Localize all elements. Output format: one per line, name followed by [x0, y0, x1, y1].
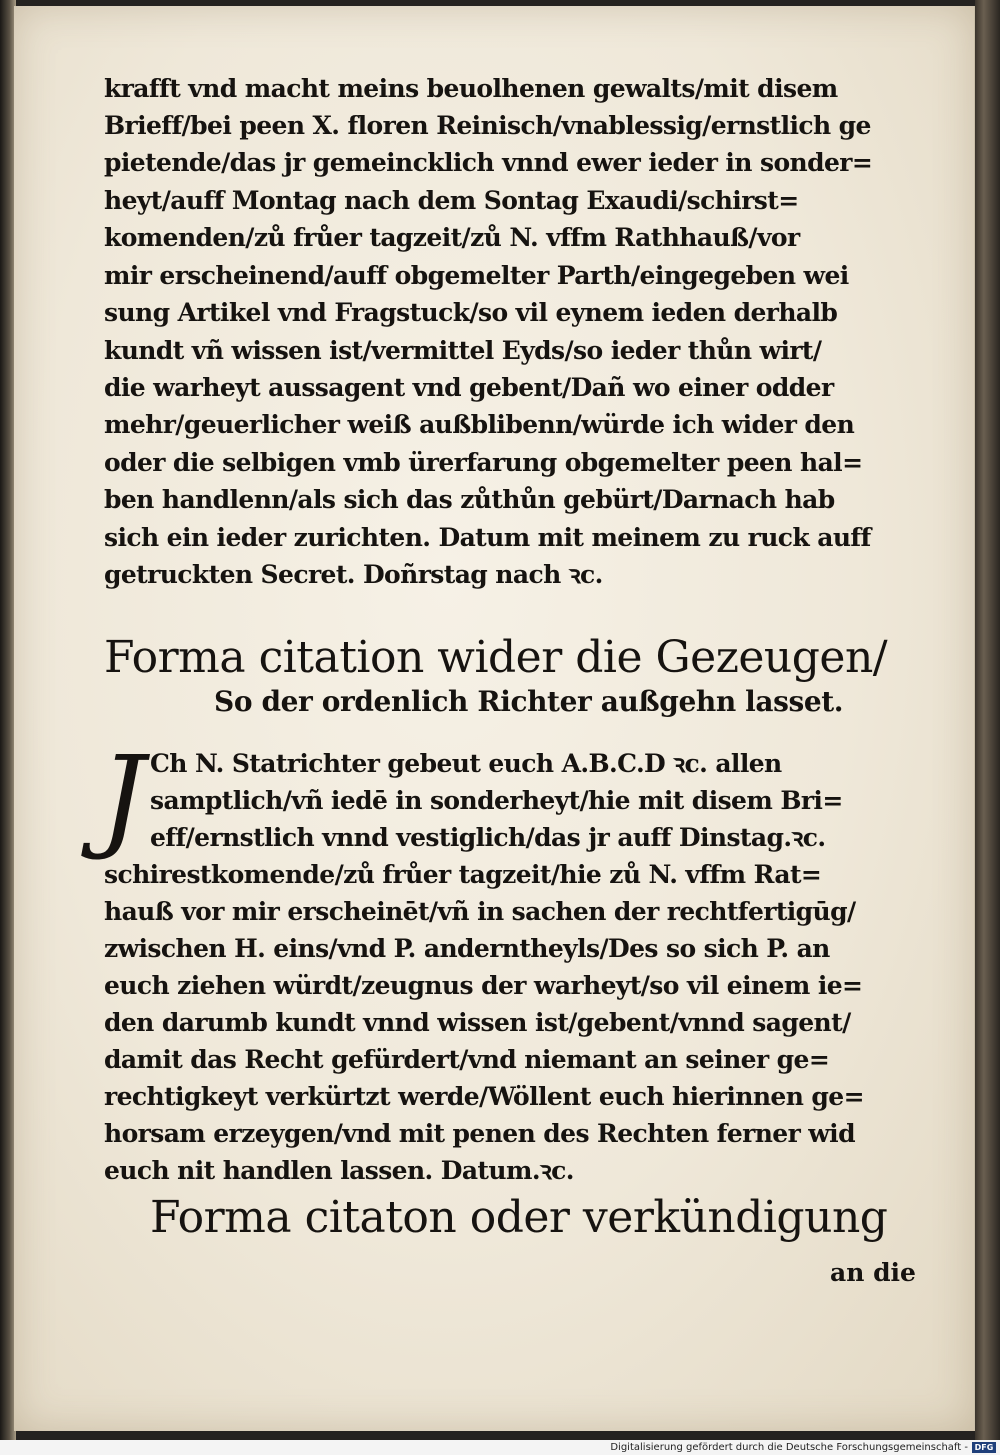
text-line: mehr/geuerlicher weiß außblibenn/würde ich wider den	[104, 410, 855, 439]
text-line: getruckten Secret. Doñrstag nach ꝛc.	[104, 560, 603, 589]
text-line: heyt/auff Montag nach dem Sontag Exaudi/schirst=	[104, 186, 799, 215]
text-line: krafft vnd macht meins beuolhenen gewalts/mit disem	[104, 74, 838, 103]
text-line: hauß vor mir erscheinēt/vñ in sachen der rechtfertigūg/	[104, 897, 856, 926]
book-spine	[975, 0, 1000, 1440]
drop-cap: J	[100, 733, 145, 863]
text-line: kundt vñ wissen ist/vermittel Eyds/so ieder thůn wirt/	[104, 336, 822, 365]
footer-credit: Digitalisierung gefördert durch die Deutsche Forschungsgemeinschaft -	[610, 1442, 968, 1453]
text-line: damit das Recht gefürdert/vnd niemant an seiner ge=	[104, 1045, 830, 1074]
section-subheading: So der ordenlich Richter außgehn lasset.	[214, 685, 844, 718]
text-line: zwischen H. eins/vnd P. anderntheyls/Des so sich P. an	[104, 934, 830, 963]
text-line: sung Artikel vnd Fragstuck/so vil eynem ieden derhalb	[104, 298, 838, 327]
text-line: ben handlenn/als sich das zůthůn gebürt/Darnach hab	[104, 485, 835, 514]
text-line: den darumb kundt vnnd wissen ist/gebent/vnnd sagent/	[104, 1008, 851, 1037]
section-heading: Forma citation wider die Gezeugen/	[104, 632, 888, 683]
catchword: an die	[830, 1258, 916, 1287]
text-line: Brieff/bei peen X. floren Reinisch/vnablessig/ernstlich ge	[104, 111, 871, 140]
text-line: die warheyt aussagent vnd gebent/Dañ wo einer odder	[104, 373, 834, 402]
text-line: samptlich/vñ iedē in sonderheyt/hie mit disem Bri=	[150, 786, 843, 815]
text-line: euch nit handlen lassen. Datum.ꝛc.	[104, 1156, 574, 1185]
text-line: eff/ernstlich vnnd vestiglich/das jr auff Dinstag.ꝛc.	[150, 823, 826, 852]
dfg-logo: DFG	[972, 1442, 996, 1453]
text-line: komenden/zů frůer tagzeit/zů N. vffm Rathhauß/vor	[104, 223, 800, 252]
text-line: euch ziehen würdt/zeugnus der warheyt/so vil einem ie=	[104, 971, 863, 1000]
text-line: pietende/das jr gemeincklich vnnd ewer ieder in sonder=	[104, 148, 873, 177]
text-line: schirestkomende/zů frůer tagzeit/hie zů N. vffm Rat=	[104, 860, 822, 889]
text-line: horsam erzeygen/vnd mit penen des Rechten ferner wid	[104, 1119, 855, 1148]
text-line: sich ein ieder zurichten. Datum mit meinem zu ruck auff	[104, 523, 871, 552]
text-line: rechtigkeyt verkürtzt werde/Wöllent euch hierinnen ge=	[104, 1082, 864, 1111]
text-line: Ch N. Statrichter gebeut euch A.B.C.D ꝛc. allen	[150, 749, 782, 778]
text-line: mir erscheinend/auff obgemelter Parth/eingegeben wei	[104, 261, 849, 290]
section-heading: Forma citaton oder verkündigung	[150, 1192, 888, 1243]
text-line: oder die selbigen vmb ürerfarung obgemelter peen hal=	[104, 448, 863, 477]
